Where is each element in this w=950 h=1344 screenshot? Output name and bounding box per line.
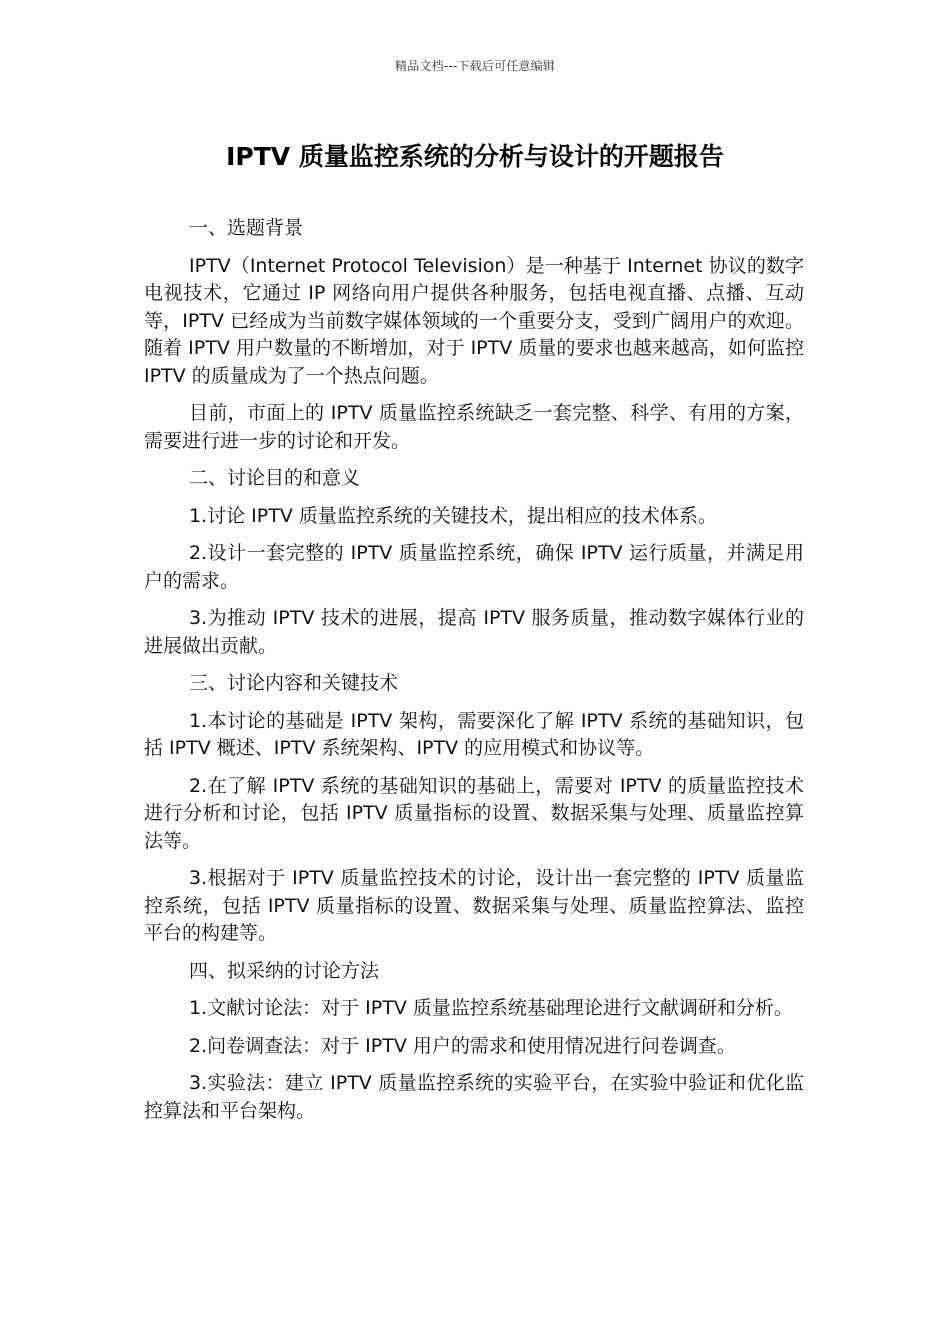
section-heading-purpose: 二、讨论目的和意义 xyxy=(189,467,361,489)
paragraph: 目前，市面上的 IPTV 质量监控系统缺乏一套完整、科学、有用的方案，需要进行进一步的讨论和开发。 xyxy=(144,402,804,452)
paragraph: 3.为推动 IPTV 技术的进展，提高 IPTV 服务质量，推动数字媒体行业的进展做出贡献。 xyxy=(144,607,804,657)
paragraph: 3.根据对于 IPTV 质量监控技术的讨论，设计出一套完整的 IPTV 质量监控系统，包括 IPTV 质量指标的设置、数据采集与处理、质量监控算法、监控平台的构建等。 xyxy=(144,867,804,944)
section-heading-content: 三、讨论内容和关键技术 xyxy=(189,672,399,694)
paragraph: 1.文献讨论法：对于 IPTV 质量监控系统基础理论进行文献调研和分析。 xyxy=(189,997,793,1019)
section-heading-background: 一、选题背景 xyxy=(189,217,304,239)
section-heading-methods: 四、拟采纳的讨论方法 xyxy=(189,959,380,982)
header-note: 精品文档---下载后可任意编辑 xyxy=(395,59,555,73)
paragraph: 3.实验法：建立 IPTV 质量监控系统的实验平台，在实验中验证和优化监控算法和平台架构。 xyxy=(144,1072,804,1122)
paragraph: IPTV（Internet Protocol Television）是一种基于 Internet 协议的数字电视技术，它通过 IP 网络向用户提供各种服务，包括电视直播、点播、互动等，IPTV 已经成为当前数字媒体领域的一个重要分支，受到广阔用户的欢迎。随着 IPTV 用户数量的不断增加，对于 IPTV 质量的要求也越来越高，如何监控 IPTV 的质量成为了一个热点问题。 xyxy=(144,254,804,387)
paragraph: 1.本讨论的基础是 IPTV 架构，需要深化了解 IPTV 系统的基础知识，包括 IPTV 概述、IPTV 系统架构、IPTV 的应用模式和协议等。 xyxy=(144,709,804,759)
paragraph: 2.设计一套完整的 IPTV 质量监控系统，确保 IPTV 运行质量，并满足用户的需求。 xyxy=(144,542,804,592)
paragraph: 2.在了解 IPTV 系统的基础知识的基础上，需要对 IPTV 的质量监控技术进行分析和讨论，包括 IPTV 质量指标的设置、数据采集与处理、质量监控算法等。 xyxy=(144,774,804,852)
paragraph: 1.讨论 IPTV 质量监控系统的关键技术，提出相应的技术体系。 xyxy=(189,504,717,527)
paragraph: 2.问卷调查法：对于 IPTV 用户的需求和使用情况进行问卷调查。 xyxy=(189,1034,736,1057)
document-title: IPTV 质量监控系统的分析与设计的开题报告 xyxy=(226,142,724,171)
document-body xyxy=(144,215,804,1135)
